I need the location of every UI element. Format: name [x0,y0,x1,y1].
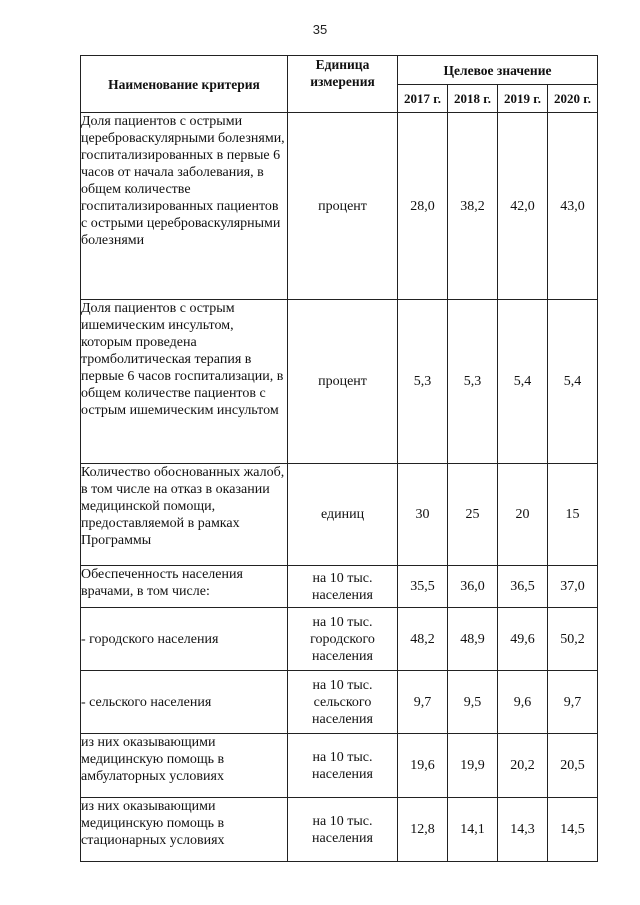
row-value-2019: 49,6 [498,608,548,671]
row-criterion-name: - сельского населения [81,671,288,734]
row-value-2020: 15 [548,464,598,566]
row-criterion-name: Доля пациентов с острыми цереброваскулярными болезнями, госпитализированных в первые 6 часов от начала заболевания, в общем количестве госпитализированных пациентов с острыми цереброваскулярными болезнями [81,113,288,300]
row-unit: на 10 тыс. населения [288,798,398,862]
row-criterion-name: - городского населения [81,608,288,671]
header-year-2019: 2019 г. [498,85,548,113]
row-unit: процент [288,113,398,300]
header-unit: Единица измерения [288,56,398,113]
row-value-2018: 25 [448,464,498,566]
table-row [81,566,598,608]
header-target-value: Целевое значение [398,56,598,85]
row-value-2018: 36,0 [448,566,498,608]
table-row [81,113,598,300]
row-value-2019: 36,5 [498,566,548,608]
row-value-2019: 20,2 [498,734,548,798]
row-unit: единиц [288,464,398,566]
row-value-2017: 12,8 [398,798,448,862]
table-row [81,671,598,734]
table-row [81,464,598,566]
row-unit: процент [288,300,398,464]
row-value-2020: 14,5 [548,798,598,862]
row-value-2019: 20 [498,464,548,566]
header-criterion: Наименование критерия [81,56,288,113]
row-unit: на 10 тыс. населения [288,734,398,798]
row-value-2019: 9,6 [498,671,548,734]
row-value-2020: 37,0 [548,566,598,608]
row-value-2017: 5,3 [398,300,448,464]
criteria-table [80,55,598,862]
row-value-2018: 14,1 [448,798,498,862]
row-value-2017: 9,7 [398,671,448,734]
table-row [81,608,598,671]
row-criterion-name: Обеспеченность населения врачами, в том числе: [81,566,288,608]
row-unit: на 10 тыс. сельского населения [288,671,398,734]
row-unit: на 10 тыс. городского населения [288,608,398,671]
row-value-2020: 9,7 [548,671,598,734]
row-value-2017: 19,6 [398,734,448,798]
row-unit: на 10 тыс. населения [288,566,398,608]
row-value-2020: 43,0 [548,113,598,300]
row-value-2017: 28,0 [398,113,448,300]
row-criterion-name: из них оказывающими медицинскую помощь в амбулаторных условиях [81,734,288,798]
row-value-2019: 14,3 [498,798,548,862]
row-value-2019: 42,0 [498,113,548,300]
row-value-2018: 48,9 [448,608,498,671]
table-row [81,734,598,798]
row-value-2017: 30 [398,464,448,566]
row-value-2018: 38,2 [448,113,498,300]
row-value-2018: 19,9 [448,734,498,798]
table-row [81,798,598,862]
row-value-2019: 5,4 [498,300,548,464]
header-year-2017: 2017 г. [398,85,448,113]
row-value-2017: 35,5 [398,566,448,608]
table-header-row [81,56,598,85]
header-year-2018: 2018 г. [448,85,498,113]
row-criterion-name: из них оказывающими медицинскую помощь в стационарных условиях [81,798,288,862]
row-value-2020: 5,4 [548,300,598,464]
page-number: 35 [312,22,328,37]
header-year-2020: 2020 г. [548,85,598,113]
row-value-2020: 20,5 [548,734,598,798]
row-value-2020: 50,2 [548,608,598,671]
row-value-2018: 5,3 [448,300,498,464]
row-criterion-name: Доля пациентов с острым ишемическим инсультом, которым проведена тромболитическая терапия в первые 6 часов госпитализации, в общем количестве пациентов с острым ишемическим инсультом [81,300,288,464]
row-value-2018: 9,5 [448,671,498,734]
row-criterion-name: Количество обоснованных жалоб, в том числе на отказ в оказании медицинской помощи, предоставляемой в рамках Программы [81,464,288,566]
row-value-2017: 48,2 [398,608,448,671]
table-row [81,300,598,464]
